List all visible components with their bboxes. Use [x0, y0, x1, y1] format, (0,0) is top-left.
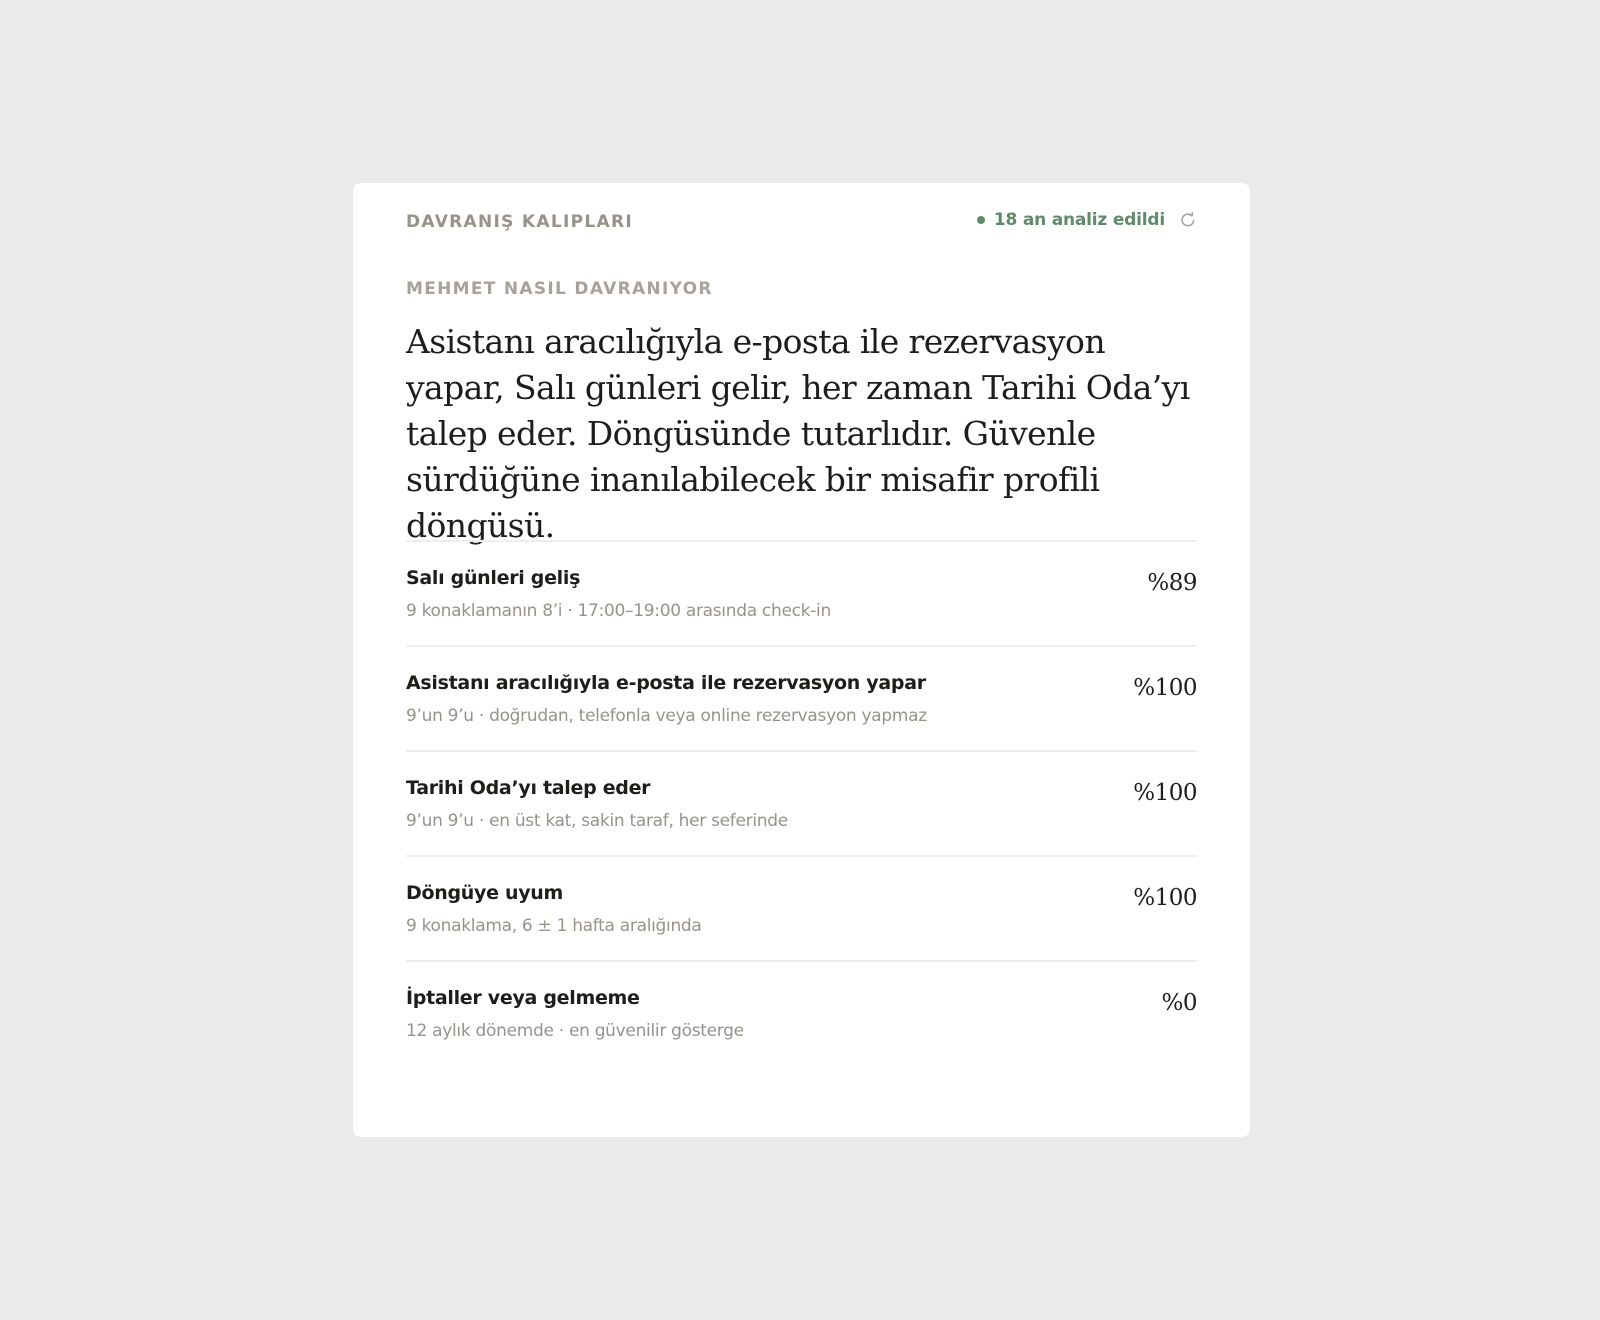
- section-title: DAVRANIŞ KALIPLARI: [406, 212, 633, 232]
- pattern-row-tuesday-arrival: [406, 540, 1197, 645]
- pattern-row-historic-room: [406, 750, 1197, 855]
- profile-heading: MEHMET NASIL DAVRANIYOR: [406, 279, 713, 299]
- analysis-status-text: 18 an analiz edildi: [993, 210, 1165, 230]
- pattern-detail: 9’un 9’u · en üst kat, sakin taraf, her seferinde: [406, 811, 788, 831]
- pattern-list: [406, 540, 1197, 1065]
- pattern-percentage: %100: [1133, 675, 1197, 701]
- pattern-row-email-booking: [406, 645, 1197, 750]
- pattern-title: Tarihi Oda’yı talep eder: [406, 777, 651, 799]
- pattern-title: Asistanı aracılığıyla e-posta ile rezervasyon yapar: [406, 672, 926, 694]
- refresh-icon[interactable]: [1179, 211, 1197, 229]
- pattern-detail: 9 konaklama, 6 ± 1 hafta aralığında: [406, 916, 702, 936]
- analysis-status: [977, 210, 1197, 230]
- pattern-title: Döngüye uyum: [406, 882, 564, 904]
- pattern-detail: 9 konaklamanın 8’i · 17:00–19:00 arasında check-in: [406, 601, 831, 621]
- pattern-percentage: %100: [1133, 780, 1197, 806]
- pattern-title: Salı günleri geliş: [406, 567, 581, 589]
- behavior-patterns-card: [353, 183, 1250, 1137]
- pattern-detail: 9’un 9’u · doğrudan, telefonla veya online rezervasyon yapmaz: [406, 706, 927, 726]
- pattern-row-cancellations: [406, 960, 1197, 1065]
- card-header: [406, 183, 1197, 263]
- pattern-detail: 12 aylık dönemde · en güvenilir gösterge: [406, 1021, 744, 1041]
- status-dot-icon: [977, 216, 985, 224]
- behavior-summary: Asistanı aracılığıyla e-posta ile rezervasyon yapar, Salı günleri gelir, her zaman Tarihi Oda’yı talep eder. Döngüsünde tutarlıdır. Güvenle sürdüğüne inanılabilecek bir misafir profili döngüsü.: [406, 322, 1190, 545]
- pattern-percentage: %100: [1133, 885, 1197, 911]
- pattern-title: İptaller veya gelmeme: [406, 987, 640, 1009]
- pattern-percentage: %89: [1147, 570, 1197, 596]
- pattern-row-cycle-adherence: [406, 855, 1197, 960]
- pattern-percentage: %0: [1161, 990, 1197, 1016]
